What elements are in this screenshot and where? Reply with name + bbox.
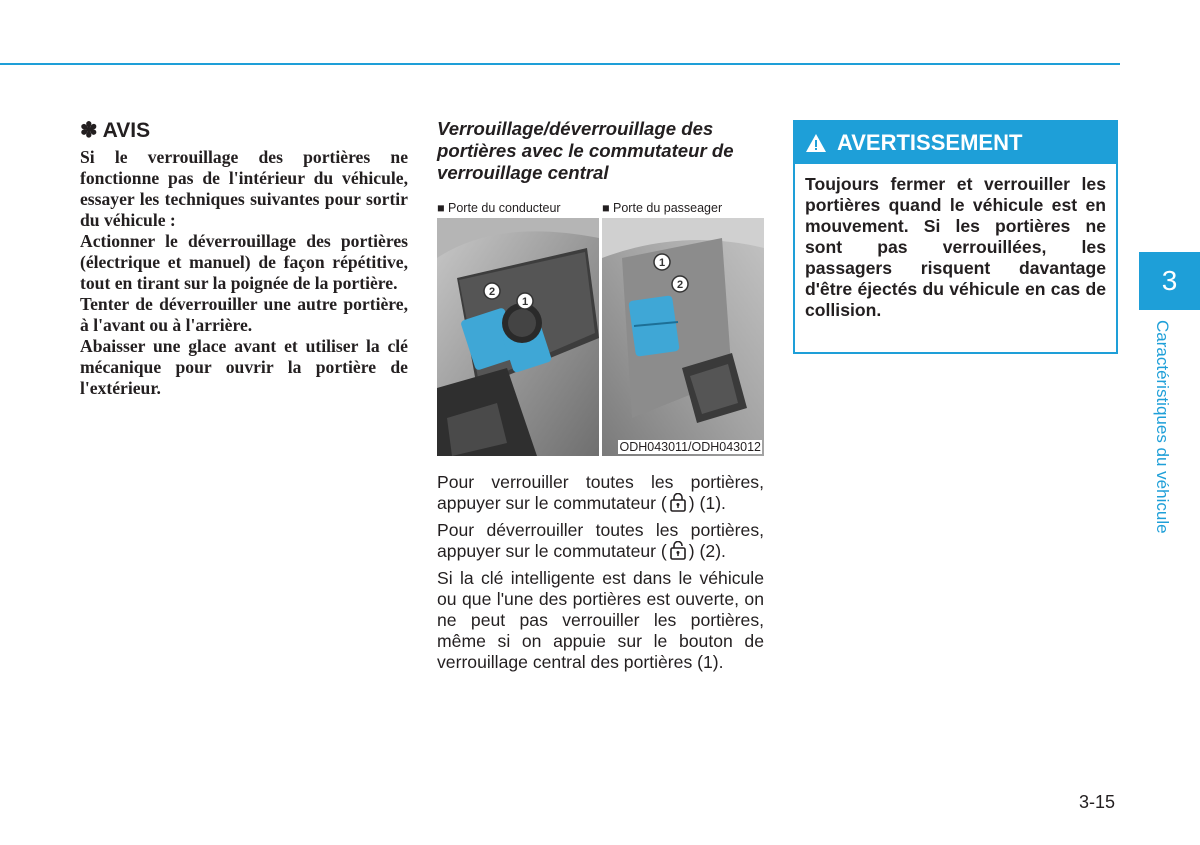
notice-title: ✽ AVIS [80,119,151,142]
notice-paragraph: Actionner le déverrouillage des portières (électrique et manuel) de façon répétitive, tout en tirant sur la poignée de la portière. [80,231,408,293]
page-number: 3-15 [1079,792,1116,812]
callout-2: 2 [488,286,496,298]
chapter-number-tab: 3 [1139,252,1200,310]
callout-1: 1 [658,257,666,269]
warning-header [795,122,1116,164]
warning-triangle-icon [805,133,827,153]
passenger-door-label: ■ Porte du passeager [602,198,764,218]
notice-paragraph: Si le verrouillage des portières ne fonctionne pas de l'intérieur du véhicule, essayer les techniques suivantes pour sortir du véhicule : [80,147,408,230]
callout-2: 2 [676,279,684,291]
section-title: Verrouillage/déverrouillage des portières avec le commutateur de verrouillage central [437,118,734,183]
notice-block [80,118,408,399]
passenger-door-illustration [602,218,764,456]
section-heading-block [437,118,764,184]
chapter-title-text: Caractéristiques du véhicule [1153,320,1172,534]
chapter-title [1150,320,1178,555]
smart-key-note: Si la clé intelligente est dans le véhicule ou que l'une des portières est ouverte, on ne peut pas verrouiller les portières, même si on appuie sur le bouton de verrouillage central des portières (1). [437,568,764,672]
warning-box [793,120,1118,354]
unlock-instruction [437,520,764,562]
body-text-block [437,472,764,679]
header-rule [0,63,1120,65]
door-switch-figure [437,198,765,461]
figure-caption: ODH043011/ODH043012 [619,440,761,454]
lock-instruction [437,472,764,514]
notice-paragraph: Abaisser une glace avant et utiliser la clé mécanique pour ouvrir la portière de l'extérieur. [80,336,408,398]
warning-title: AVERTISSEMENT [837,130,1023,155]
unlock-instruction-suffix: ) (2). [688,541,726,561]
driver-door-label: ■ Porte du conducteur [437,198,599,218]
passenger-door-panel [602,198,764,456]
unlock-instruction-text: Pour déverrouiller toutes les portières, appuyer sur le commutateur ( [437,520,764,561]
callout-1: 1 [521,296,529,308]
lock-instruction-suffix: ) (1). [688,493,726,513]
notice-paragraph: Tenter de déverrouiller une autre portière, à l'avant ou à l'arrière. [80,294,408,335]
lock-instruction-text: Pour verrouiller toutes les portières, appuyer sur le commutateur ( [437,472,764,513]
driver-door-panel [437,198,599,456]
unlock-icon [667,541,689,560]
driver-door-illustration [437,218,599,456]
lock-icon [667,493,689,512]
warning-text: Toujours fermer et verrouiller les portières quand le véhicule est en mouvement. Si les portières ne sont pas verrouillées, les passagers risquent davantage d'être éjectés du véhicule en cas de collision. [805,174,1106,320]
